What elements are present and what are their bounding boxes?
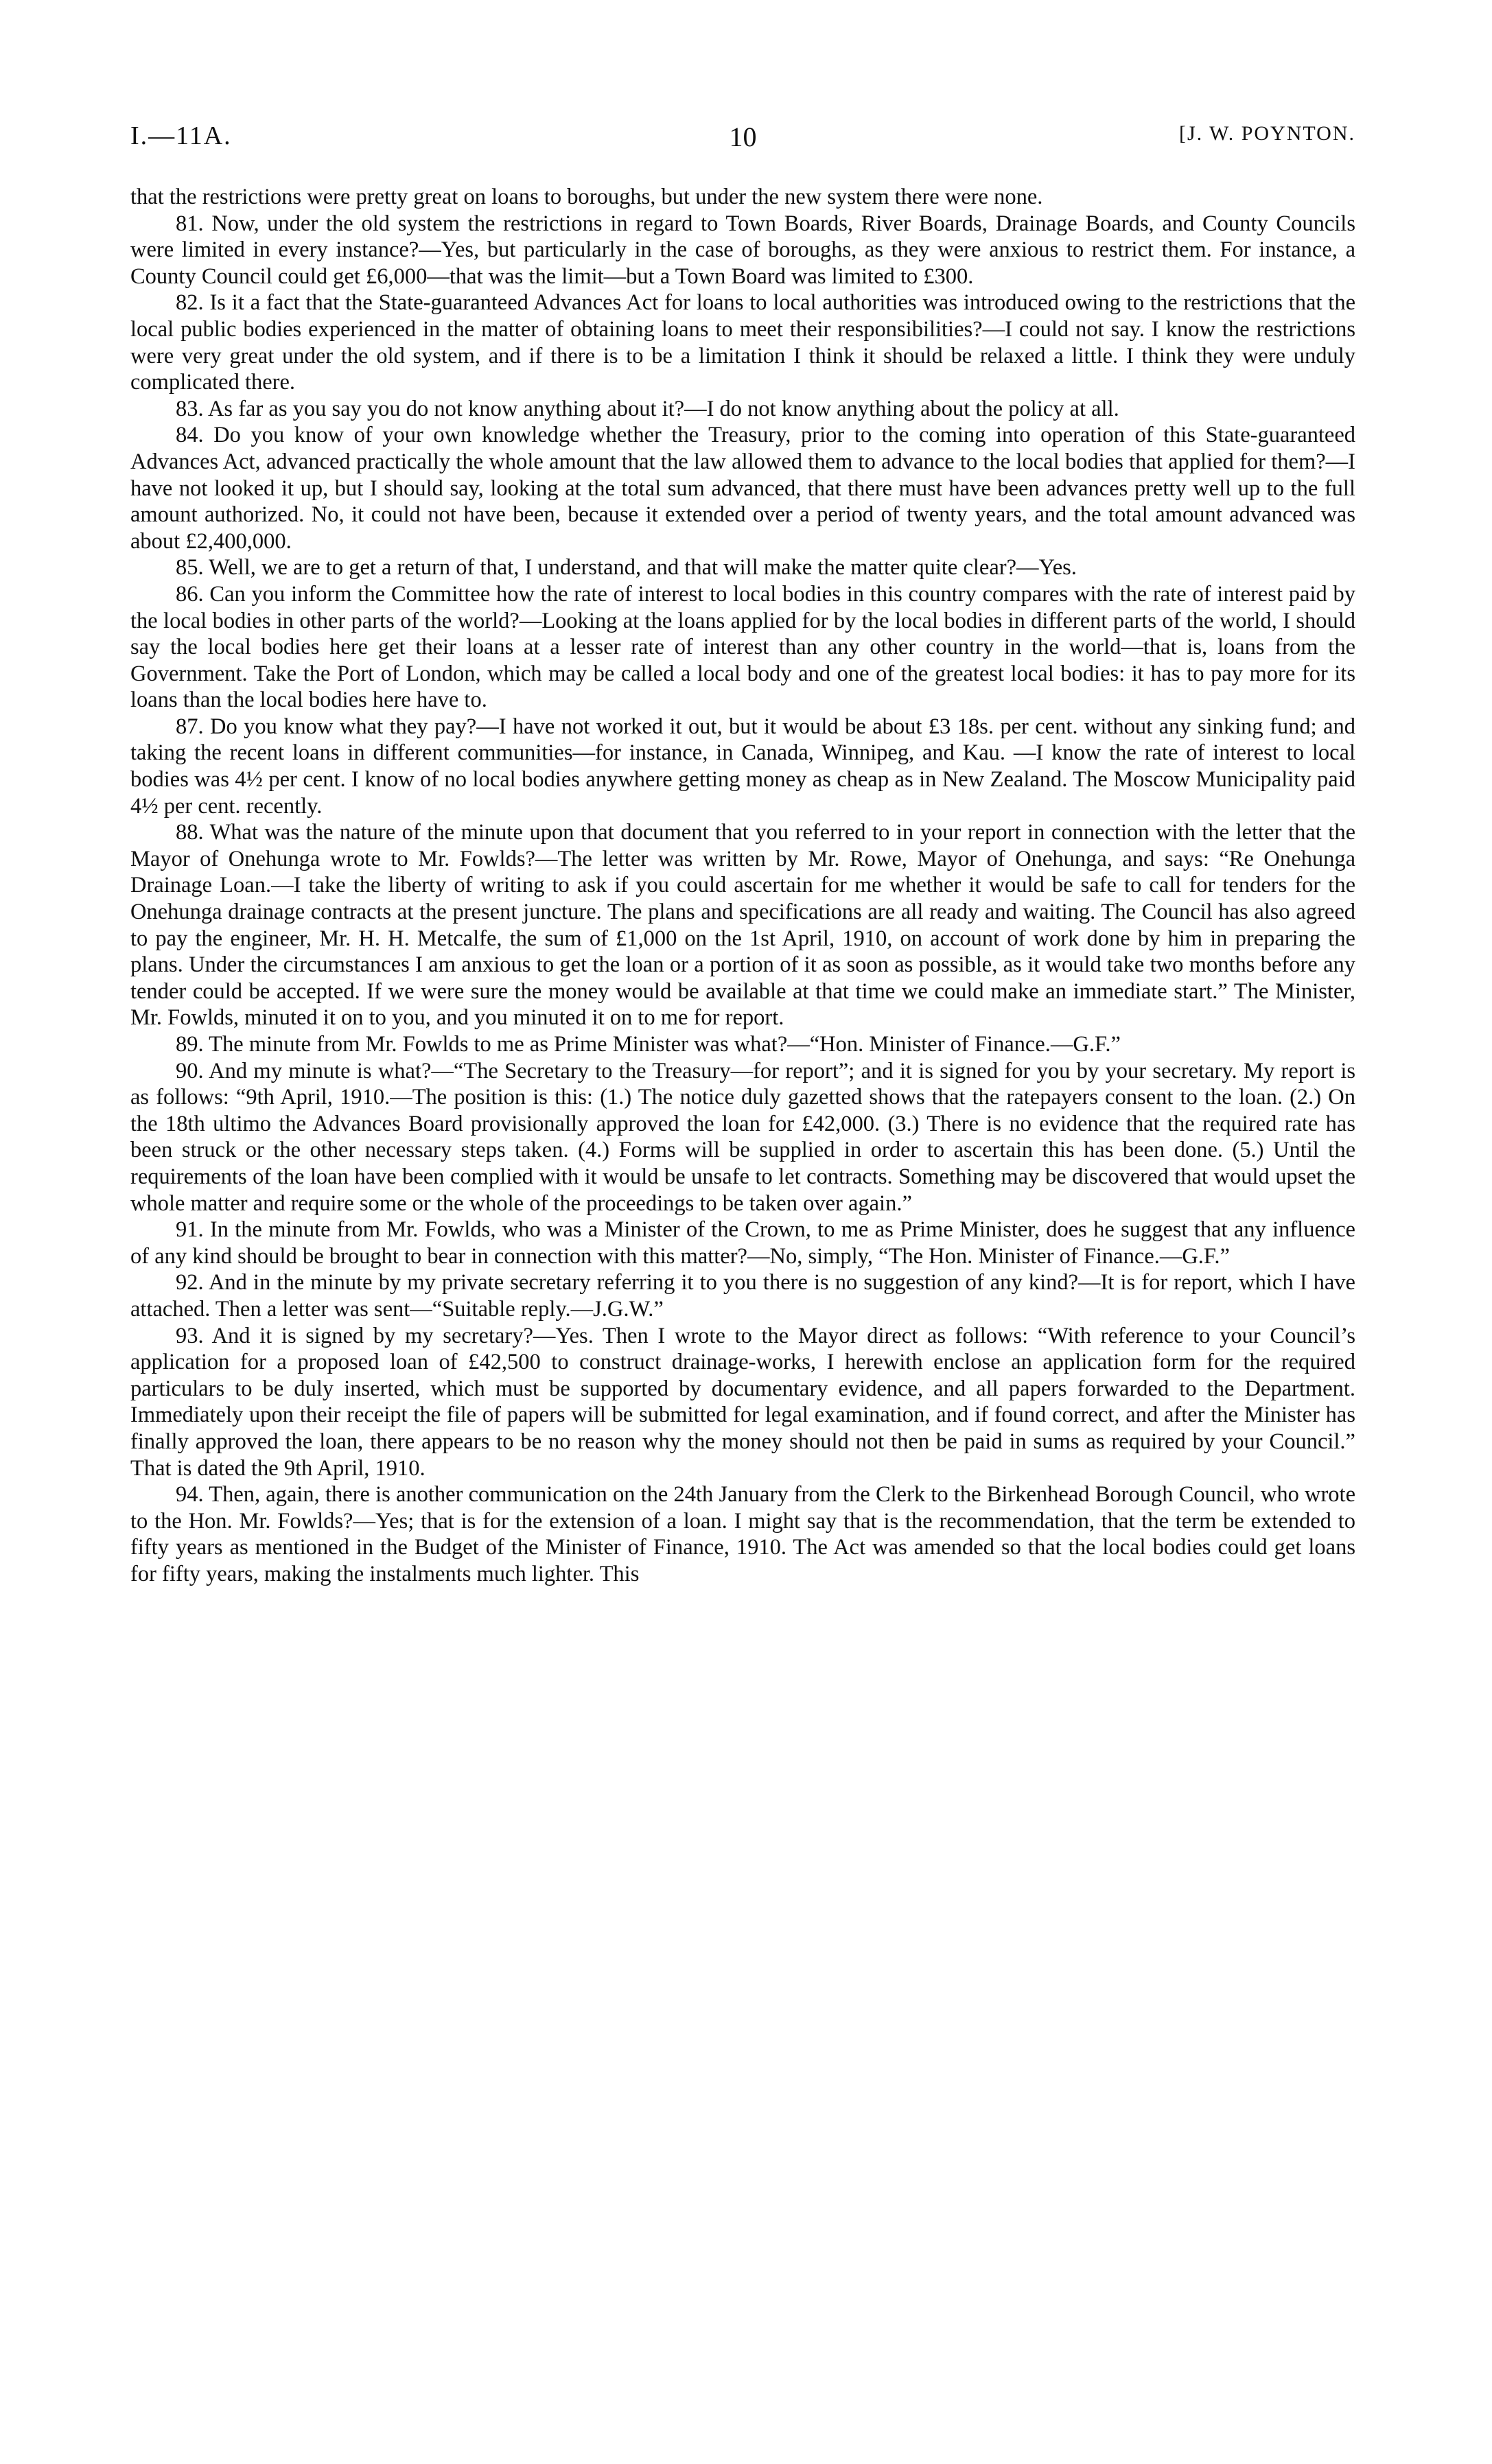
paragraph-90: 90. And my minute is what?—“The Secretary to the Treasury—for report”; and it is signed for you by your secretary. My report is as follows: “9th April, 1910.—The position is this: (1.) The notice duly gazetted shows that the ratepayers consent to the loan. (2.) On the 18th ultimo the Advances Board provisionally approved the loan for £42,000. (3.) There is no evidence that the required rate has been struck or the other necessary steps taken. (4.) Forms will be supplied in order to ascertain this has been done. (5.) Until the requirements of the loan have been complied with it would be unsafe to let contracts. Something may be discovered that would upset the whole matter and require some or the whole of the proceedings to be taken over again.”	[130, 1058, 1355, 1216]
paragraph-92: 92. And in the minute by my private secretary referring it to you there is no suggestion of any kind?—It is for report, which I have attached. Then a letter was sent—“Suitable reply.—J.G.W.”	[130, 1270, 1355, 1322]
paragraph-83: 83. As far as you say you do not know anything about it?—I do not know anything about the policy at all.	[176, 396, 1119, 421]
paragraph-87: 87. Do you know what they pay?—I have not worked it out, but it would be about £3 18s. per cent. without any sinking fund; and taking the recent loans in different communities—for instance, in Canada, Winnipeg, and Kau. —I know the rate of interest to local bodies was 4½ per cent. I know of no local bodies anywhere getting money as cheap as in New Zealand. The Moscow Municipality paid 4½ per cent. recently.	[130, 714, 1355, 819]
paragraph-91: 91. In the minute from Mr. Fowlds, who was a Minister of the Crown, to me as Prime Minister, does he suggest that any influence of any kind should be brought to bear in connection with this matter?—No, simply, “The Hon. Minister of Finance.—G.F.”	[130, 1217, 1355, 1269]
paragraph-82: 82. Is it a fact that the State-guaranteed Advances Act for loans to local authorities was introduced owing to the restrictions that the local public bodies experienced in the matter of obtaining loans to meet their responsibilities?—I could not say. I know the restrictions were very great under the old system, and if there is to be a limitation I think it should be relaxed a little. I think they were unduly complicated there.	[130, 290, 1355, 395]
page-body	[130, 184, 1355, 1587]
paragraph-84: 84. Do you know of your own knowledge whether the Treasury, prior to the coming into operation of this State-guaranteed Advances Act, advanced practically the whole amount that the law allowed them to advance to the local bodies that applied for them?—I have not looked it up, but I should say, looking at the total sum advanced, that there must have been advances pretty well up to the full amount authorized. No, it could not have been, because it extended over a period of twenty years, and the total amount advanced was about £2,400,000.	[130, 423, 1355, 554]
paragraph-88: 88. What was the nature of the minute upon that document that you referred to in your report in connection with the letter that the Mayor of Onehunga wrote to Mr. Fowlds?—The letter was written by Mr. Rowe, Mayor of Onehunga, and says: “Re Onehunga Drainage Loan.—I take the liberty of writing to ask if you could ascertain for me whether it would be safe to call for tenders for the Onehunga drainage contracts at the present juncture. The plans and specifications are all ready and waiting. The Council has also agreed to pay the engineer, Mr. H. H. Metcalfe, the sum of £1,000 on the 1st April, 1910, on account of work done by him in preparing the plans. Under the circumstances I am anxious to get the loan or a portion of it as soon as possible, as it would take two months before any tender could be accepted. If we were sure the money would be available at that time we could make an immediate start.” The Minister, Mr. Fowlds, minuted it on to you, and you minuted it on to me for report.	[130, 820, 1355, 1031]
page-number: 10	[729, 121, 757, 152]
paragraph-85: 85. Well, we are to get a return of that, I understand, and that will make the matter quite clear?—Yes.	[176, 555, 1077, 580]
witness-name: [J. W. POYNTON.	[1179, 122, 1355, 145]
page-header	[130, 121, 1355, 162]
paragraph-86: 86. Can you inform the Committee how the rate of interest to local bodies in this country compares with the rate of interest paid by the local bodies in other parts of the world?—Looking at the loans applied for by the local bodies in different parts of the world, I should say the local bodies here get their loans at a lesser rate of interest than any other country in the world—that is, loans from the Government. Take the Port of London, which may be called a local body and one of the greatest local bodies: it has to pay more for its loans than the local bodies here have to.	[130, 581, 1355, 713]
document-reference: I.—11A.	[130, 121, 232, 150]
paragraph-81: 81. Now, under the old system the restrictions in regard to Town Boards, River Boards, Drainage Boards, and County Councils were limited in every instance?—Yes, but particularly in the case of boroughs, as they were anxious to restrict them. For instance, a County Council could get £6,000—that was the limit—but a Town Board was limited to £300.	[130, 211, 1355, 289]
paragraph-94: 94. Then, again, there is another communication on the 24th January from the Clerk to the Birkenhead Borough Council, who wrote to the Hon. Mr. Fowlds?—Yes; that is for the extension of a loan. I might say that is the recommendation, that the term be extended to fifty years as mentioned in the Budget of the Minister of Finance, 1910. The Act was amended so that the local bodies could get loans for fifty years, making the instalments much lighter. This	[130, 1482, 1355, 1586]
paragraph-89: 89. The minute from Mr. Fowlds to me as Prime Minister was what?—“Hon. Minister of Finance.—G.F.”	[176, 1032, 1121, 1057]
paragraph-93: 93. And it is signed by my secretary?—Yes. Then I wrote to the Mayor direct as follows: “With reference to your Council’s application for a proposed loan of £42,500 to construct drainage-works, I herewith enclose an application form for the required particulars to be duly inserted, which must be supported by documentary evidence, and all papers forwarded to the Department. Immediately upon their receipt the file of papers will be submitted for legal examination, and if found correct, and after the Minister has finally approved the loan, there appears to be no reason why the money should not then be paid in sums as required by your Council.” That is dated the 9th April, 1910.	[130, 1323, 1355, 1481]
paragraph-continuation: that the restrictions were pretty great on loans to boroughs, but under the new system there were none.	[130, 185, 1043, 209]
